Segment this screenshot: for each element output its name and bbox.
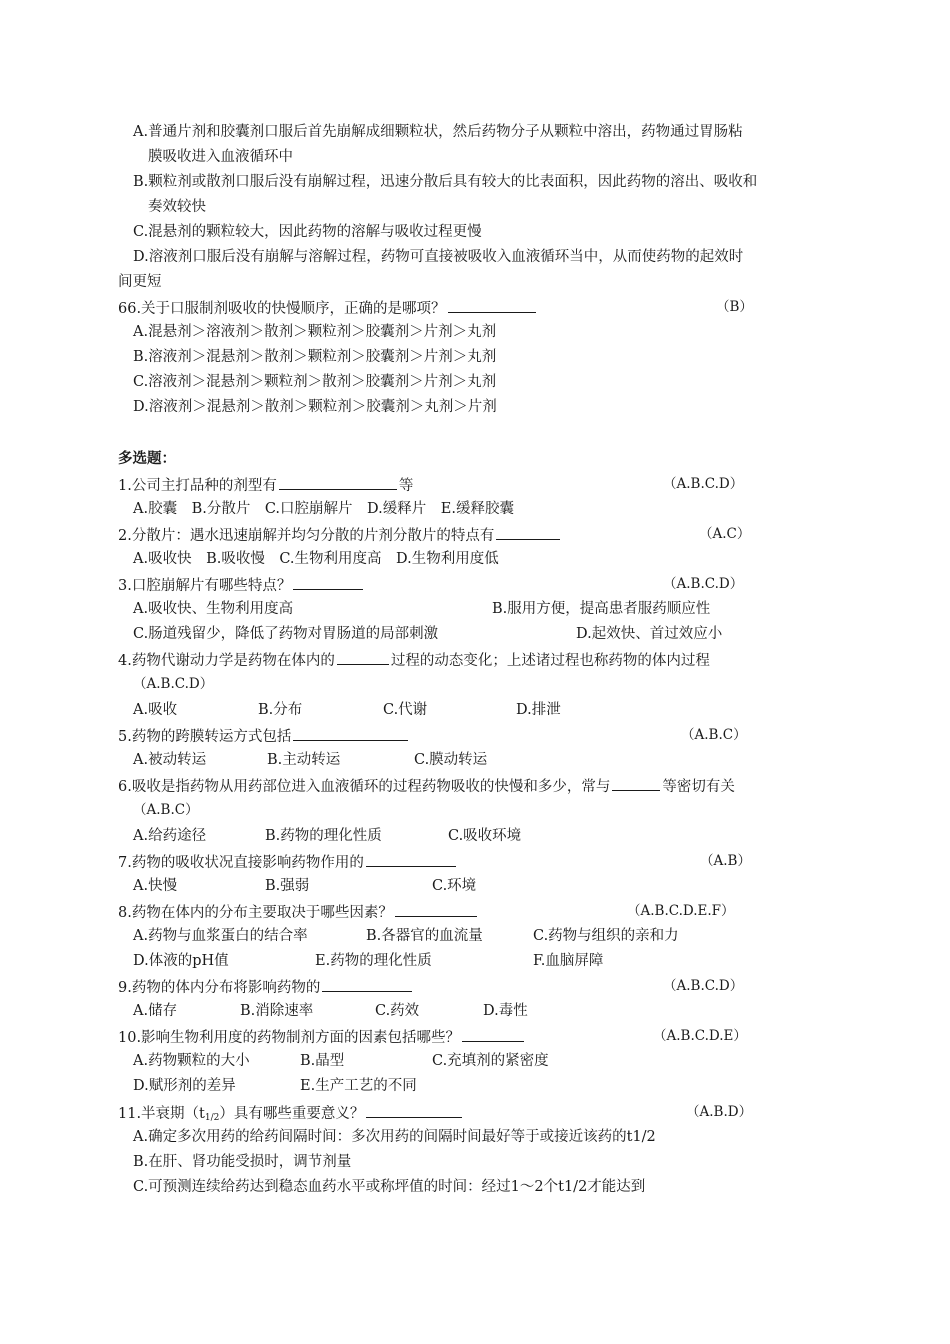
question-66-answer: （B） bbox=[716, 299, 753, 315]
q11-option-c: C.可预测连续给药达到稳态血药水平或称坪值的时间：经过1～2个t1/2才能达到 bbox=[133, 1179, 646, 1195]
multi-question-11 bbox=[118, 1102, 464, 1128]
answer-blank bbox=[395, 901, 477, 917]
prev-option-b-line1: B.颗粒剂或散剂口服后没有崩解过程，迅速分散后具有较大的比表面积，因此药物的溶出、吸收和 bbox=[133, 174, 758, 190]
q1-options: A.胶囊 B.分散片 C.口腔崩解片 D.缓释片 E.缓释胶囊 bbox=[133, 501, 514, 517]
answer-blank bbox=[337, 649, 389, 665]
q9-option-a: A.储存 bbox=[133, 1003, 178, 1019]
answer-blank bbox=[462, 1026, 524, 1042]
q6-text: 6.吸收是指药物从用药部位进入血液循环的过程药物吸收的快慢和多少，常与 bbox=[118, 779, 611, 795]
q5-option-c: C.膜动转运 bbox=[414, 752, 488, 768]
multi-question-2 bbox=[118, 524, 562, 546]
q6-option-c: C.吸收环境 bbox=[448, 828, 522, 844]
answer-blank bbox=[293, 574, 363, 590]
q9-answer: （A.B.C.D） bbox=[663, 978, 744, 994]
q3-option-b: B.服用方便，提高患者服药顺应性 bbox=[492, 601, 711, 617]
multi-question-5 bbox=[118, 725, 410, 747]
q8-answer: （A.B.C.D.E.F） bbox=[627, 903, 735, 919]
q6-option-a: A.给药途径 bbox=[133, 828, 207, 844]
q8-option-a: A.药物与血浆蛋白的结合率 bbox=[133, 928, 308, 944]
q11-subscript: 1/2 bbox=[204, 1113, 220, 1123]
q5-option-a: A.被动转运 bbox=[133, 752, 207, 768]
q9-option-c: C.药效 bbox=[375, 1003, 420, 1019]
q9-option-b: B.消除速率 bbox=[240, 1003, 314, 1019]
answer-blank bbox=[293, 725, 408, 741]
answer-blank bbox=[322, 976, 412, 992]
q66-option-b: B.溶液剂＞混悬剂＞散剂＞颗粒剂＞胶囊剂＞片剂＞丸剂 bbox=[133, 349, 497, 365]
q11-text-post: ）具有哪些重要意义？ bbox=[219, 1106, 365, 1122]
q7-option-b: B.强弱 bbox=[265, 878, 310, 894]
multi-question-10 bbox=[118, 1026, 526, 1048]
multi-question-1 bbox=[118, 474, 413, 496]
answer-blank bbox=[612, 775, 660, 791]
q10-option-d: D.赋形剂的差异 bbox=[133, 1078, 236, 1094]
q8-option-f: F.血脑屏障 bbox=[533, 953, 604, 969]
prev-option-d-line2: 间更短 bbox=[118, 274, 162, 290]
question-66 bbox=[118, 297, 538, 319]
q1-text: 1.公司主打品种的剂型有 bbox=[118, 478, 277, 494]
q9-text: 9.药物的体内分布将影响药物的 bbox=[118, 980, 321, 996]
q8-option-e: E.药物的理化性质 bbox=[315, 953, 432, 969]
answer-blank bbox=[448, 297, 536, 313]
q4-option-d: D.排泄 bbox=[516, 702, 561, 718]
q2-options: A.吸收快 B.吸收慢 C.生物利用度高 D.生物利用度低 bbox=[133, 551, 499, 567]
q2-answer: （A.C） bbox=[699, 526, 751, 542]
q10-option-a: A.药物颗粒的大小 bbox=[133, 1053, 250, 1069]
q4-option-b: B.分布 bbox=[258, 702, 303, 718]
q4-text: 4.药物代谢动力学是药物在体内的 bbox=[118, 653, 335, 669]
q11-text: 11.半衰期（t bbox=[118, 1106, 205, 1122]
prev-option-a-line1: A.普通片剂和胶囊剂口服后首先崩解成细颗粒状，然后药物分子从颗粒中溶出，药物通过胃肠粘 bbox=[133, 124, 743, 140]
prev-option-c: C.混悬剂的颗粒较大，因此药物的溶解与吸收过程更慢 bbox=[133, 224, 482, 240]
q7-text: 7.药物的吸收状况直接影响药物作用的 bbox=[118, 855, 364, 871]
q8-option-d: D.体液的pH值 bbox=[133, 953, 229, 969]
multi-question-3 bbox=[118, 574, 365, 596]
q9-option-d: D.毒性 bbox=[483, 1003, 528, 1019]
multi-question-4 bbox=[118, 649, 710, 671]
q11-answer: （A.B.D） bbox=[686, 1104, 753, 1120]
multi-question-8 bbox=[118, 901, 479, 923]
prev-option-d-line1: D.溶液剂口服后没有崩解与溶解过程，药物可直接被吸收入血液循环当中，从而使药物的起效时 bbox=[133, 249, 744, 265]
section-heading-multi-choice: 多选题： bbox=[118, 450, 176, 467]
q1-text-post: 等 bbox=[398, 478, 414, 494]
q66-option-a: A.混悬剂＞溶液剂＞散剂＞颗粒剂＞胶囊剂＞片剂＞丸剂 bbox=[133, 324, 497, 340]
q8-text: 8.药物在体内的分布主要取决于哪些因素？ bbox=[118, 905, 393, 921]
q3-text: 3.口腔崩解片有哪些特点？ bbox=[118, 578, 292, 594]
answer-blank bbox=[496, 524, 560, 540]
q4-answer: （A.B.C.D） bbox=[133, 676, 214, 692]
q4-option-c: C.代谢 bbox=[383, 702, 428, 718]
q10-option-b: B.晶型 bbox=[300, 1053, 345, 1069]
q10-option-e: E.生产工艺的不同 bbox=[300, 1078, 417, 1094]
q8-option-b: B.各器官的血流量 bbox=[366, 928, 483, 944]
answer-blank bbox=[279, 474, 397, 490]
q8-option-c: C.药物与组织的亲和力 bbox=[533, 928, 679, 944]
q7-option-c: C.环境 bbox=[432, 878, 477, 894]
q3-answer: （A.B.C.D） bbox=[663, 576, 744, 592]
q66-option-d: D.溶液剂＞混悬剂＞散剂＞颗粒剂＞胶囊剂＞丸剂＞片剂 bbox=[133, 399, 497, 415]
q10-option-c: C.充填剂的紧密度 bbox=[432, 1053, 549, 1069]
prev-option-b-line2: 奏效较快 bbox=[148, 199, 206, 215]
q5-option-b: B.主动转运 bbox=[267, 752, 341, 768]
prev-option-a-line2: 膜吸收进入血液循环中 bbox=[148, 149, 293, 165]
q7-option-a: A.快慢 bbox=[133, 878, 178, 894]
multi-question-6 bbox=[118, 775, 735, 797]
q6-answer: （A.B.C） bbox=[133, 802, 199, 818]
q5-answer: （A.B.C） bbox=[681, 727, 747, 743]
q4-text-post: 过程的动态变化；上述诸过程也称药物的体内过程 bbox=[390, 653, 710, 669]
q10-text: 10.影响生物利用度的药物制剂方面的因素包括哪些？ bbox=[118, 1030, 461, 1046]
q1-answer: （A.B.C.D） bbox=[663, 476, 744, 492]
multi-question-9 bbox=[118, 976, 414, 998]
q3-option-c: C.肠道残留少，降低了药物对胃肠道的局部刺激 bbox=[133, 626, 439, 642]
multi-question-7 bbox=[118, 851, 458, 873]
q7-answer: （A.B） bbox=[700, 853, 751, 869]
q4-option-a: A.吸收 bbox=[133, 702, 178, 718]
answer-blank bbox=[366, 851, 456, 867]
q5-text: 5.药物的跨膜转运方式包括 bbox=[118, 729, 292, 745]
answer-blank bbox=[366, 1102, 462, 1118]
q3-option-a: A.吸收快、生物利用度高 bbox=[133, 601, 294, 617]
q11-option-b: B.在肝、肾功能受损时，调节剂量 bbox=[133, 1154, 352, 1170]
q2-text: 2.分散片：遇水迅速崩解并均匀分散的片剂分散片的特点有 bbox=[118, 528, 495, 544]
question-66-text: 66.关于口服制剂吸收的快慢顺序，正确的是哪项？ bbox=[118, 301, 446, 317]
q3-option-d: D.起效快、首过效应小 bbox=[576, 626, 723, 642]
q11-option-a: A.确定多次用药的给药间隔时间：多次用药的间隔时间最好等于或接近该药的t1/2 bbox=[133, 1129, 656, 1145]
q6-text-post: 等密切有关 bbox=[662, 779, 735, 795]
q6-option-b: B.药物的理化性质 bbox=[265, 828, 382, 844]
q66-option-c: C.溶液剂＞混悬剂＞颗粒剂＞散剂＞胶囊剂＞片剂＞丸剂 bbox=[133, 374, 497, 390]
q10-answer: （A.B.C.D.E） bbox=[653, 1028, 747, 1044]
